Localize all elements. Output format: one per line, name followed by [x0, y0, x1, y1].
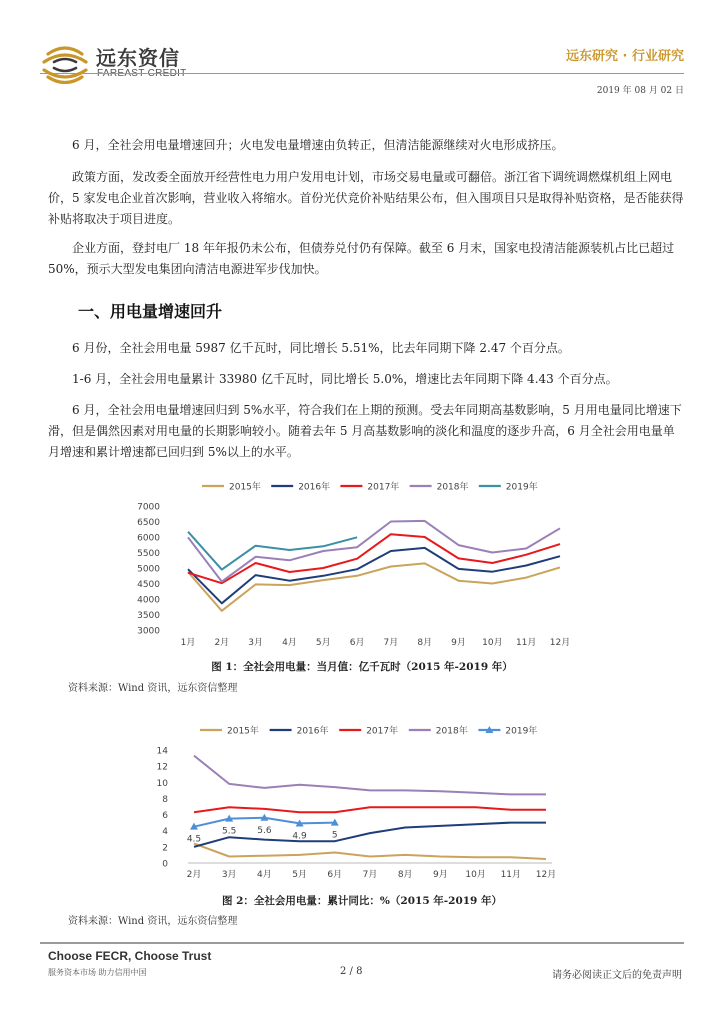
- y-tick-label: 5000: [137, 564, 160, 575]
- legend-label: 2019年: [505, 726, 538, 737]
- y-tick-label: 6500: [137, 518, 160, 528]
- x-tick-label: 9月: [451, 638, 466, 648]
- x-tick-label: 1月: [180, 638, 196, 648]
- y-tick-label: 7000: [137, 502, 160, 513]
- y-tick-label: 0: [162, 859, 168, 870]
- legend-label: 2017年: [366, 726, 399, 737]
- x-tick-label: 2月: [214, 638, 230, 648]
- summary-paragraph: 6 月，全社会用电量增速回升；火电发电量增速由负转正，但清洁能源继续对火电形成挤压。: [72, 138, 564, 152]
- figure-2-title: 图 2：全社会用电量：累计同比：%（2015 年-2019 年）: [221, 895, 503, 907]
- report-category: 远东研究 · 行业研究: [566, 49, 684, 64]
- legend-label: 2017年: [367, 482, 400, 493]
- report-date: 2019 年 08 月 02 日: [596, 86, 684, 96]
- figure-1-source: 资料来源：Wind 资讯，远东资信整理: [68, 683, 238, 694]
- header-divider: [40, 73, 684, 74]
- y-tick-label: 12: [156, 762, 168, 773]
- series-line-2017年: [194, 807, 546, 812]
- x-tick-label: 12月: [535, 870, 557, 880]
- series-line-2017年: [188, 534, 560, 583]
- x-tick-label: 11月: [500, 870, 522, 880]
- y-tick-label: 4500: [137, 580, 160, 590]
- x-tick-label: 4月: [282, 638, 297, 648]
- x-tick-label: 10月: [465, 870, 486, 880]
- x-tick-label: 10月: [482, 638, 503, 648]
- figure-1-title: 图 1：全社会用电量：当月值：亿千瓦时（2015 年-2019 年）: [211, 661, 513, 673]
- data-label: 5.6: [257, 825, 272, 836]
- legend-label: 2019年: [505, 482, 538, 493]
- footer-divider: [40, 942, 684, 944]
- x-tick-label: 6月: [327, 870, 343, 880]
- y-tick-label: 4000: [137, 595, 160, 606]
- company-logo: [40, 40, 200, 84]
- series-line-2018年: [194, 756, 546, 795]
- cumulative-growth-chart: [128, 716, 588, 888]
- legend-label: 2018年: [435, 726, 468, 737]
- section-heading: 一、用电量增速回升: [78, 302, 223, 321]
- data-label: 5: [331, 830, 338, 841]
- x-tick-label: 2月: [186, 870, 202, 880]
- x-tick-label: 4月: [257, 870, 272, 880]
- series-line-2015年: [194, 844, 546, 859]
- cumulative-usage-paragraph: 1-6 月，全社会用电量累计 33980 亿千瓦时，同比增长 5.0%，增速比去年同期下降 4.43 个百分点。: [72, 372, 618, 386]
- legend-label: 2016年: [296, 726, 329, 737]
- legend-label: 2018年: [436, 482, 469, 493]
- x-tick-label: 3月: [221, 870, 237, 880]
- footer-slogan-en: Choose FECR, Choose Trust: [48, 949, 212, 963]
- x-tick-label: 12月: [549, 638, 571, 648]
- monthly-electricity-chart: [128, 472, 588, 652]
- y-tick-label: 8: [162, 794, 168, 805]
- page-number: 2 / 8: [340, 966, 363, 977]
- x-tick-label: 8月: [397, 870, 413, 880]
- figure-2-source: 资料来源：Wind 资讯，远东资信整理: [68, 916, 238, 927]
- x-tick-label: 6月: [349, 638, 365, 648]
- x-tick-label: 8月: [417, 638, 433, 648]
- x-tick-label: 5月: [292, 870, 307, 880]
- x-tick-label: 5月: [315, 638, 331, 648]
- data-label: 5.5: [222, 826, 237, 837]
- y-tick-label: 10: [156, 778, 168, 789]
- policy-paragraph: 政策方面，发改委全面放开经营性电力用户发用电计划，市场交易电量或可翻倍。浙江省下调统调燃煤机组上网电价，5 家发电企业首次影响，营业收入将缩水。首份光伏竞价补贴结果公布，但入围项目只是取得补贴资格，是否能获得补贴将取决于项目进度。: [48, 170, 684, 226]
- legend-label: 2016年: [298, 482, 331, 493]
- legend-label: 2015年: [227, 726, 259, 737]
- y-tick-label: 4: [162, 827, 168, 838]
- y-tick-label: 6: [162, 811, 168, 822]
- y-tick-label: 5500: [137, 549, 160, 559]
- series-line-2016年: [194, 823, 546, 847]
- series-line-2016年: [188, 548, 560, 603]
- y-tick-label: 2: [162, 843, 168, 854]
- y-tick-label: 3000: [137, 626, 160, 637]
- analysis-paragraph: 6 月，全社会用电量增速回归到 5%水平，符合我们在上期的预测。受去年同期高基数影响，5 月用电量同比增速下滑，但是偶然因素对用电量的长期影响较小。随着去年 5 月高基数影响的淡化和温度的逐步升高，6 月全社会用电量单月增速和累计增速都已回归到 5%以上的水平。: [48, 403, 682, 459]
- logo-name-cn: 远东资信: [96, 46, 180, 70]
- x-tick-label: 7月: [383, 638, 399, 648]
- data-label: 4.5: [186, 834, 202, 845]
- x-tick-label: 11月: [515, 638, 537, 648]
- x-tick-label: 7月: [362, 870, 378, 880]
- footer-slogan-cn: 服务资本市场 助力信用中国: [48, 968, 147, 977]
- disclaimer-note: 请务必阅读正文后的免责声明: [552, 970, 682, 981]
- x-tick-label: 9月: [433, 870, 448, 880]
- monthly-usage-paragraph: 6 月份，全社会用电量 5987 亿千瓦时，同比增长 5.51%，比去年同期下降 2.47 个百分点。: [72, 341, 570, 355]
- enterprise-paragraph: 企业方面，登封电厂 18 年年报仍未公布，但债券兑付仍有保障。截至 6 月末，国家电投清洁能源装机占比已超过 50%，预示大型发电集团向清洁电源进军步伐加快。: [48, 241, 675, 276]
- x-tick-label: 3月: [248, 638, 264, 648]
- logo-emblem-icon: [40, 40, 90, 84]
- series-line-2018年: [188, 521, 560, 582]
- legend-label: 2015年: [229, 482, 261, 493]
- y-tick-label: 6000: [137, 533, 160, 544]
- y-tick-label: 3500: [137, 611, 160, 621]
- data-label: 4.9: [292, 831, 307, 842]
- y-tick-label: 14: [156, 746, 168, 757]
